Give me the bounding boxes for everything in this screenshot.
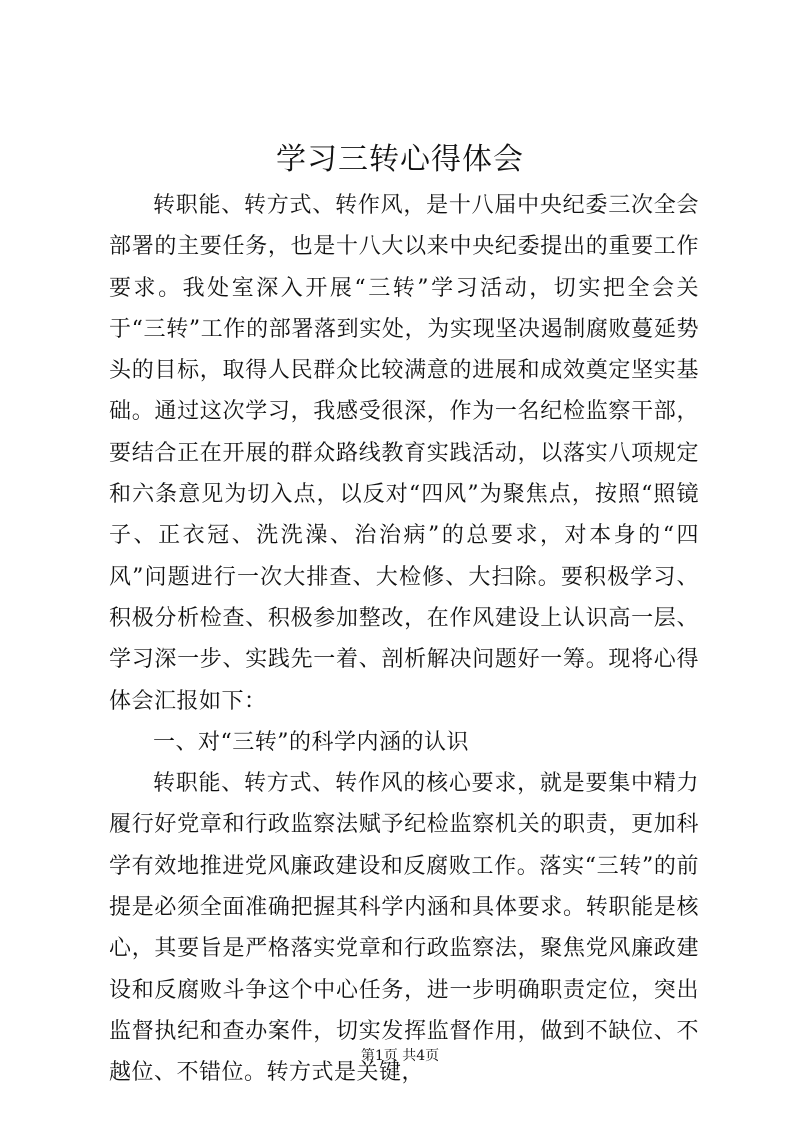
section-heading: 一、对“三转”的科学内涵的认识 bbox=[153, 729, 469, 755]
intro-paragraph: 转职能、转方式、转作风，是十八届中央纪委三次全会部署的主要任务，也是十八大以来中央纪委提出的重要工作要求。我处室深入开展“三转”学习活动，切实把全会关于“三转”工作的部署落到实处，为实现坚决遏制腐败蔓延势头的目标，取得人民群众比较满意的进展和成效奠定坚实基础。通过这次学习，我感受很深，作为一名纪检监察干部，要结合正在开展的群众路线教育实践活动，以落实八项规定和六条意见为切入点，以反对“四风”为聚焦点，按照“照镜子、正衣冠、洗洗澡、治治病”的总要求，对本身的“四风”问题进行一次大排查、大检修、大扫除。要积极学习、积极分析检查、积极参加整改，在作风建设上认识高一层、学习深一步、实践先一着、剖析解决问题好一筹。现将心得体会汇报如下： bbox=[109, 193, 699, 714]
document-body bbox=[109, 185, 699, 1094]
section-paragraph: 转职能、转方式、转作风的核心要求，就是要集中精力履行好党章和行政监察法赋予纪检监察机关的职责，更加科学有效地推进党风廉政建设和反腐败工作。落实“三转”的前提是必须全面准确把握其科学内涵和具体要求。转职能是核心，其要旨是严格落实党章和行政监察法，聚焦党风廉政建设和反腐败斗争这个中心任务，进一步明确职责定位，突出监督执纪和查办案件，切实发挥监督作用，做到不缺位、不越位、不错位。转方式是关键， bbox=[109, 771, 699, 1086]
document-title: 学习三转心得体会 bbox=[276, 142, 524, 177]
page-footer: 第1页 共4页 bbox=[360, 1048, 440, 1064]
